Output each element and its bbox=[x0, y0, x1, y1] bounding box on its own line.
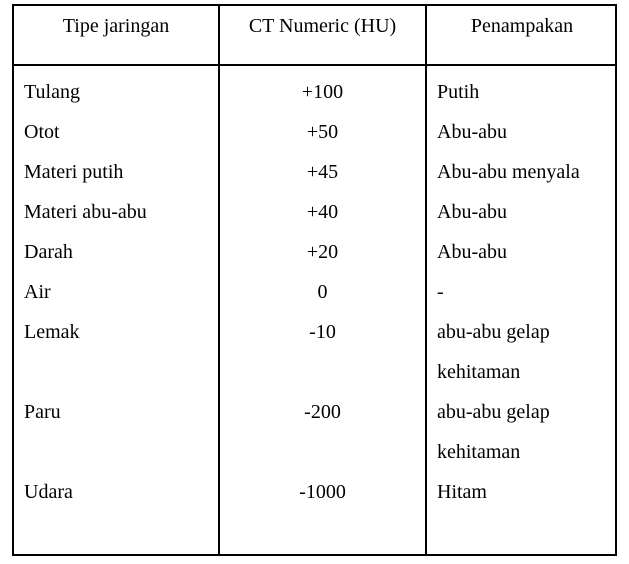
cell-ct-value: +40 bbox=[306, 201, 339, 223]
table-body bbox=[14, 72, 615, 512]
header-ct-numeric: CT Numeric (HU) bbox=[248, 15, 397, 37]
cell-ct-value: -1000 bbox=[299, 481, 346, 503]
table-row bbox=[14, 72, 615, 112]
cell-penampakan: Hitam bbox=[437, 481, 487, 503]
cell-penampakan: kehitaman bbox=[437, 441, 521, 463]
cell-tipe: Darah bbox=[24, 241, 73, 263]
cell-tipe: Materi putih bbox=[24, 161, 124, 183]
table-row bbox=[14, 232, 615, 272]
table-row bbox=[14, 152, 615, 192]
table-row bbox=[14, 112, 615, 152]
header-tipe-jaringan: Tipe jaringan bbox=[62, 15, 170, 37]
tissue-ct-table bbox=[12, 4, 617, 556]
cell-penampakan: Abu-abu bbox=[437, 121, 507, 143]
cell-penampakan: Putih bbox=[437, 81, 480, 103]
cell-penampakan: Abu-abu menyala bbox=[437, 161, 580, 183]
table-row bbox=[14, 272, 615, 312]
cell-penampakan: - bbox=[437, 281, 444, 303]
table-row bbox=[14, 472, 615, 512]
cell-tipe: Air bbox=[24, 281, 51, 303]
cell-ct-value: -10 bbox=[309, 321, 336, 343]
cell-tipe: Lemak bbox=[24, 321, 80, 343]
table-row bbox=[14, 392, 615, 472]
cell-tipe: Tulang bbox=[24, 81, 80, 103]
table-row bbox=[14, 312, 615, 392]
cell-ct-value: +20 bbox=[306, 241, 339, 263]
cell-penampakan: abu-abu gelap bbox=[437, 401, 550, 423]
cell-ct-value: +100 bbox=[301, 81, 344, 103]
cell-ct-value: +45 bbox=[306, 161, 339, 183]
cell-penampakan: abu-abu gelap bbox=[437, 321, 550, 343]
cell-tipe: Udara bbox=[24, 481, 73, 503]
table-row bbox=[14, 192, 615, 232]
cell-ct-value: 0 bbox=[317, 281, 328, 303]
cell-ct-value: -200 bbox=[304, 401, 341, 423]
cell-tipe: Paru bbox=[24, 401, 61, 423]
cell-tipe: Materi abu-abu bbox=[24, 201, 147, 223]
cell-ct-value: +50 bbox=[306, 121, 339, 143]
cell-penampakan: Abu-abu bbox=[437, 241, 507, 263]
cell-penampakan: kehitaman bbox=[437, 361, 521, 383]
header-divider bbox=[14, 64, 615, 66]
cell-penampakan: Abu-abu bbox=[437, 201, 507, 223]
cell-tipe: Otot bbox=[24, 121, 60, 143]
header-penampakan: Penampakan bbox=[470, 15, 574, 37]
